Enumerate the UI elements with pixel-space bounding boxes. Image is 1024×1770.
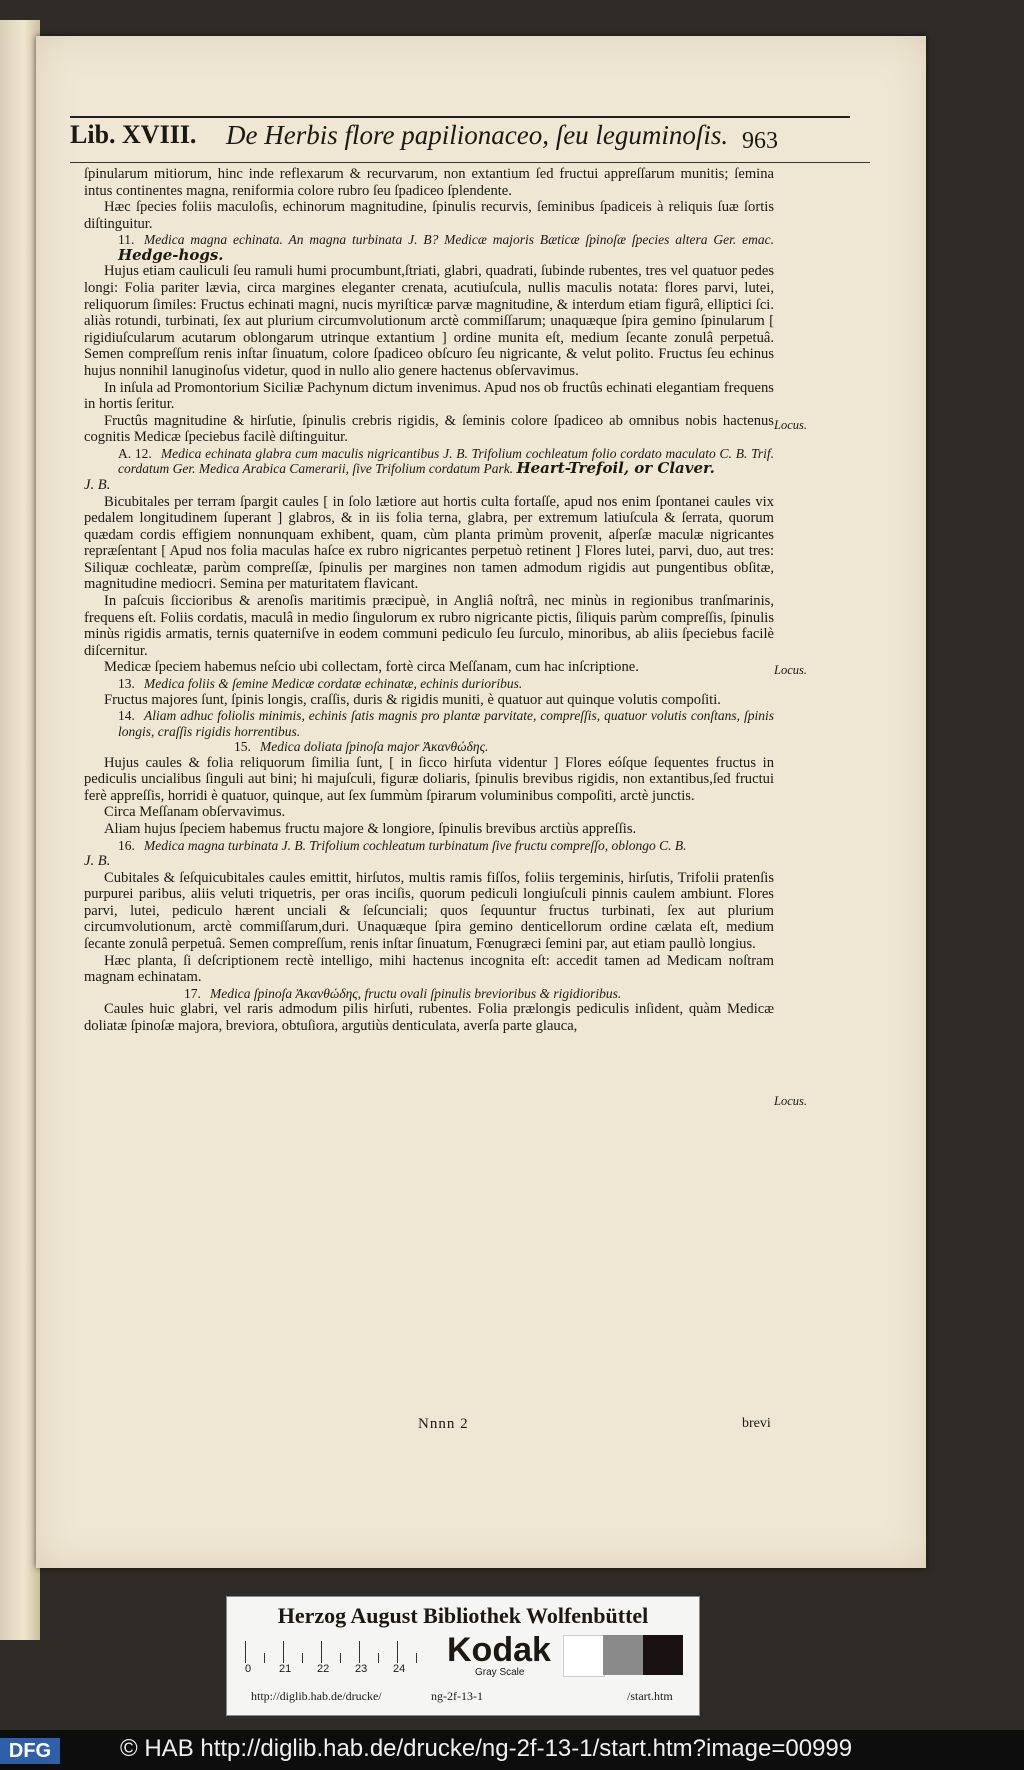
ruler-label: 24 [393,1663,406,1675]
signature-mark: Nnnn 2 [418,1416,469,1432]
page-body [84,166,774,1035]
entry-locus: Circa Meſſanam obſervavimus. [104,804,286,821]
source-tag: J. B. [84,476,111,493]
catchword: brevi [742,1416,771,1431]
ruler-label: 22 [317,1663,330,1675]
color-chart-card [226,1596,700,1716]
entry-description: Bicubitales per terram ſpargit caules [ in ſolo lætiore aut hortis culta fortaſſe, apud nos enim ſpontanei caules vix pedalem longitudinem ſuperant ] glabros, & in iis folia terna, glabra, per extremum latiuſcula & ſerrata, quorum quædam cordis effigiem nonnunquam exhibent, quam, cùm planta primùm provenit, aſperſæ maculæ nigricantes repræſentant [ Apud nos folia maculas haſce ex rubro nigricantes perpetuò retinent ] Flores lutei, parvi, duo, aut tres: Siliquæ cochleatæ, parùm compreſſæ, ſpinulis per margines non tamen admodum rigidis aut pungentibus obſitæ, magnitudine mediocri. Semina per maturitatem flavicant. [84,493,774,593]
library-name: Herzog August Bibliothek Wolfenbüttel [277,1603,649,1628]
entry-locus: In inſula ad Promontorium Siciliæ Pachynum dictum invenimus. Apud nos ob fructûs echinati elegantiam frequens in hortis ſeritur. [84,379,774,413]
entry-heading: 14. Aliam adhuc foliolis minimis, echinis ſatis magnis pro plantæ parvitate, compreſſis, quatuor volutis conſtans, ſpinis longis, craſſis rigidis horrentibus. [118,708,774,739]
page-number: 963 [742,128,778,154]
entry-heading: 16. Medica magna turbinata J. B. Trifolium cochleatum turbinatum ſive fructu compreſſo, oblongo C. B. [118,837,687,853]
english-name: Heart-Trefoil, or Claver. [516,459,715,478]
copyright-url[interactable]: © HAB http://diglib.hab.de/drucke/ng-2f-13-1/start.htm?image=00999 [120,1735,853,1762]
ruler-label: 23 [355,1663,368,1675]
entry-note: Medicæ ſpeciem habemus neſcio ubi collectam, fortè circa Meſſanam, cum hac inſcriptione. [104,659,639,676]
entry-description: Hujus etiam cauliculi ſeu ramuli humi procumbunt,ſtriati, glabri, quadrati, ſubinde rubentes, tres vel quatuor pedes longi: Folia pariter lævia, circa margines eleganter crenata, acutiuſcula, nullis maculis notata: flores parvi, lutei, reliquorum ſimiles: Fructus echinati magni, nucis myriſticæ parvæ magnitudine, & interdum etiam figurâ, elliptici ſci. aliàs rotundi, turbinati, ſex aut plurium circumvolutionum arctè commiſſarum; unaquæque ſpira gemino ſpinularum [ rigidiuſcularum acutarum oblongarum utrinque extantium ] ordine munita eſt, medium ſecante zonulâ perpetuâ. Semen compreſſum renis inſtar ſinuatum, colore ſpadiceo obſcuro ſeu nigricante, & velut polito. Fructus ſeu echinus hujus nonnihil lanuginoſus videtur, quod in nullo alio genere hactenus obſervavimus. [84,263,774,379]
kodak-logo: Kodak [447,1631,551,1669]
gray-scale-swatches [563,1635,683,1675]
paragraph: ſpinularum mitiorum, hinc inde reflexarum & recurvarum, non extantium ſed fructui appreſſarum munitis; ſemina intus continentes magna, reniformia colore rubro ſeu ſpadiceo ſplendente. [84,166,774,199]
entry-heading: 15. Medica doliata ſpinoſa major Ἀκανθώδης. [234,739,489,755]
entry-heading: 13. Medica foliis & ſemine Medicæ cordatæ echinatæ, echinis durioribus. [118,676,523,692]
entry-description: Hujus caules & folia reliquorum ſimilia ſunt, [ in ſicco hirſuta videntur ] Flores eóſque ſequentes fructus in pediculis uncialibus ſinguli aut bini; hi majuſculi, figuræ doliaris, ſpinulis brevibus rigidis, non extantibus,ſed fructui ferè appreſſis, horridi è quatuor, quinque, aut ſex ſummùm ſpirarum voluminibus compoſiti, arctè junctis. [84,754,774,804]
running-title: De Herbis flore papilionaceo, ſeu leguminoſis. [226,120,729,150]
entry-description: Fructus majores ſunt, ſpinis longis, craſſis, duris & rigidis muniti, è quatuor aut quinque volutis compoſiti. [104,691,721,708]
entry-heading: A. 12. Medica echinata glabra cum maculis nigricantibus J. B. Trifolium cochleatum folio cordato maculato C. B. Trif. cordatum Ger. Medica Arabica Camerarii, ſive Trifolium cordatum Park. Heart-Trefoil, or Claver. [118,445,775,478]
card-id: ng-2f-13-1 [431,1689,483,1703]
previous-page-edge [0,20,40,1640]
dfg-logo: DFG [0,1738,60,1764]
book-label: Lib. XVIII. [70,120,197,149]
gray-scale-label: Gray Scale [475,1667,525,1678]
card-start: /start.htm [627,1689,673,1703]
entry-note: Fructûs magnitudine & hirſutie, ſpinulis crebris rigidis, & ſeminis colore ſpadiceo ab omnibus nobis hactenus cognitis Medicæ ſpeciebus facilè diſtinguitur. [84,412,774,446]
entry-heading: 17. Medica ſpinoſa Ἀκανθώδης, fructu ovali ſpinulis brevioribus & rigidioribus. [184,985,622,1001]
card-url: http://diglib.hab.de/drucke/ [251,1689,382,1703]
margin-note: Locus. [774,1094,807,1108]
header-rule-bottom [70,162,870,163]
entry-note: Aliam hujus ſpeciem habemus fructu majore & longiore, ſpinulis brevibus arctiùs appreſſis. [104,821,637,837]
entry-locus: In paſcuis ſiccioribus & arenoſis maritimis præcipuè, in Angliâ noſtrâ, nec minùs in regionibus tranſmarinis, frequens eſt. Foliis cordatis, maculâ in medio ſingulorum ex rubro nigricante pictis, ſiliquis parùm compreſſis, ſpinulis minùs rigidis armatis, ternis quaterniſve in eodem communi pediculo ſeu ſurculo, minoribus, ab aliis ſpeciebus facilè diſcernitur. [84,593,774,659]
ruler-label: 21 [279,1663,292,1675]
english-name: Hedge-hogs. [118,245,224,264]
ruler-label: 0 [245,1663,252,1675]
book-page [36,36,926,1568]
status-bar [0,1730,1024,1770]
header-rule-top [70,116,850,118]
entry-description: Caules huic glabri, vel raris admodum pilis hirſuti, rubentes. Folia prælongis pediculis inſident, quàm Medicæ doliatæ ſpinoſæ majora, breviora, obtuſiora, argutiùs denticulata, averſa parte glauca, [84,1001,774,1034]
entry-heading: 11. Medica magna echinata. An magna turbinata J. B? Medicæ majoris Bæticæ ſpinoſæ ſpecies altera Ger. emac. Hedge-hogs. [118,232,774,264]
source-tag: J. B. [84,853,111,870]
margin-note: Locus. [774,663,807,677]
entry-description: Cubitales & ſeſquicubitales caules emittit, hirſutos, multis ramis fiſſos, foliis tergeminis, hirſutis, Trifolii pratenſis purpurei paribus, aliis veluti triquetris, per oras inciſis, quorum pediculi longiuſculi pinnis caulem ambiunt. Flores parvi, lutei, pediculo hærent unciali & ſeſcunciali; quos ſequuntur fructus turbinati, ſex aut plurium circumvolutionum, arctè commiſſarum,duri. Unaquæque ſpira gemino denticellorum ordine cælata eſt, medium ſecante zonulâ perpetuâ. Semen compreſſum, renis inſtar ſinuatum, Fœnugræci ſemini par, aut etiam paullò longius. [84,869,774,953]
margin-note: Locus. [774,418,807,432]
paragraph: Hæc ſpecies foliis maculoſis, echinorum magnitudine, ſpinulis recurvis, ſeminibus ſpadiceis à reliquis ſuæ ſortis diſtinguitur. [84,199,774,232]
measurement-ruler [245,1635,435,1675]
entry-note: Hæc planta, ſi deſcriptionem rectè intelligo, mihi hactenus incognita eſt: accedit tamen ad Medicam noſtram magnam echinatam. [84,952,774,986]
